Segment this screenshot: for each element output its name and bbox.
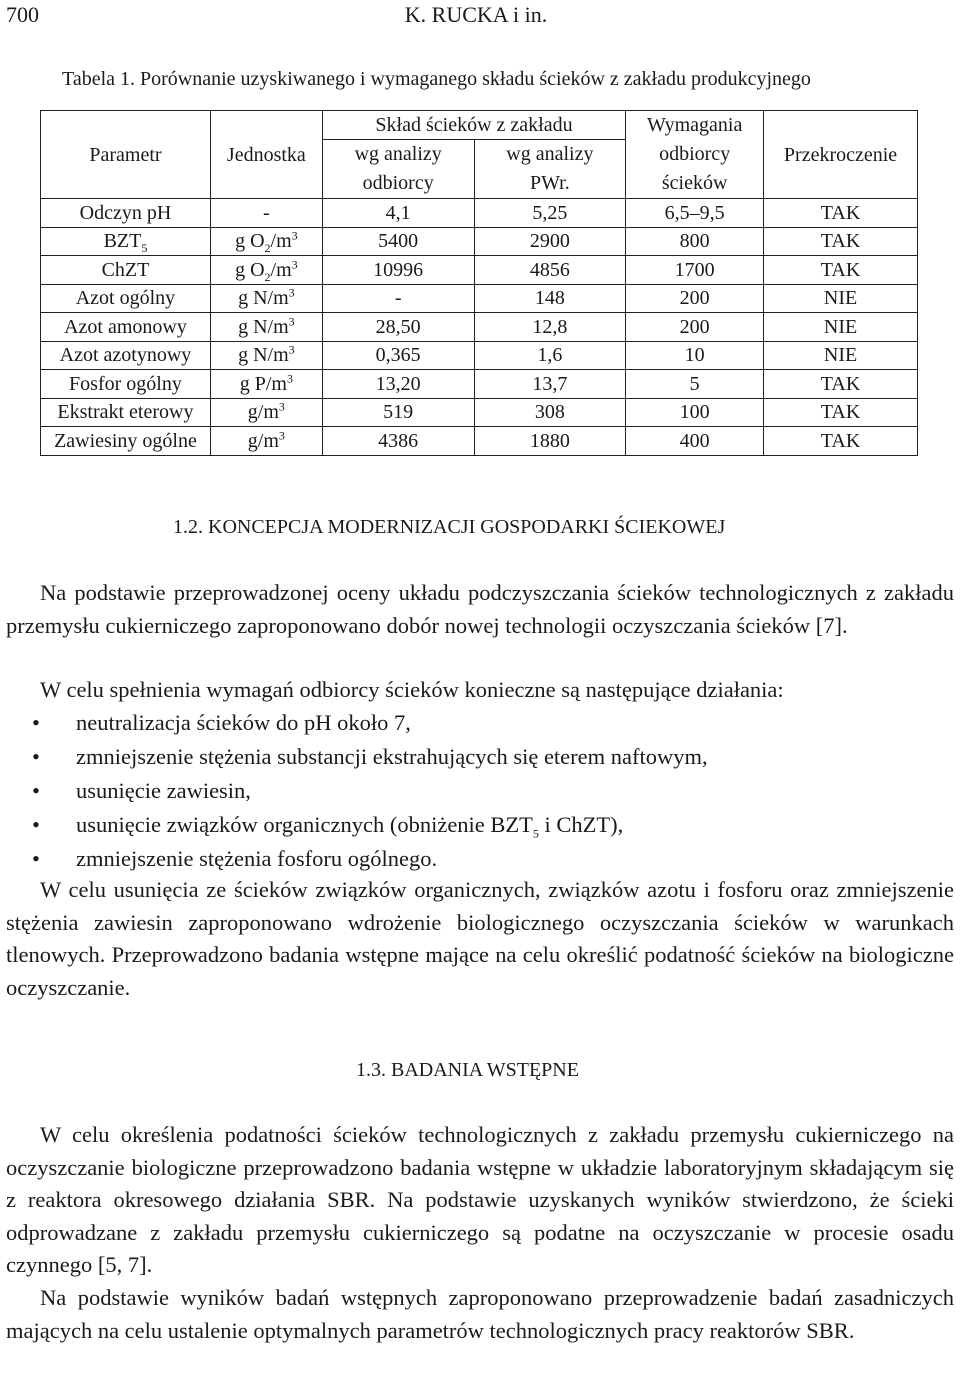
cell-wymagania: 400 [626, 427, 764, 456]
cell-przekroczenie: TAK [764, 199, 918, 228]
unit-subscript: 2 [264, 241, 271, 256]
header-wg-odbiorcy [322, 140, 474, 199]
unit-superscript: 3 [288, 342, 295, 357]
cell-wymagania: 10 [626, 341, 764, 370]
list-item [6, 808, 954, 842]
bullet-text-pre: usunięcie związków organicznych (obniżenie BZT [76, 812, 533, 837]
bullet-text: usunięcie zawiesin, [76, 778, 251, 803]
cell-wg-odbiorcy: 28,50 [322, 313, 474, 342]
unit-superscript: 3 [286, 371, 293, 386]
cell-wymagania: 1700 [626, 256, 764, 285]
unit-end: /m [270, 230, 292, 253]
param-text: Ekstrakt eterowy [57, 401, 194, 424]
actions-bullet-list [6, 706, 954, 876]
cell-wg-odbiorcy: 5400 [322, 227, 474, 256]
running-head-authors: K. RUCKA i in. [404, 2, 548, 27]
unit-text: - [263, 201, 270, 224]
cell-parametr [41, 370, 211, 399]
bullet-marker: • [32, 812, 40, 837]
table-body [41, 199, 918, 456]
unit-subscript: 2 [264, 269, 271, 284]
unit-superscript: 3 [278, 428, 285, 443]
paragraph-1-2-c: W celu usunięcia ze ścieków związków organicznych, związków azotu i fosforu oraz zmniejszenie stężenia zawiesin zaproponowano wdrożenie biologicznego oczyszczania ścieków w warunkach tlenowych. Przeprowadzono badania wstępne mające na celu określić podatność ścieków na biologiczne oczyszczanie. [6, 877, 954, 1000]
cell-jednostka [210, 370, 322, 399]
header-jednostka: Jednostka [210, 111, 322, 199]
table-row [41, 284, 918, 313]
cell-wg-odbiorcy: - [322, 284, 474, 313]
cell-parametr [41, 313, 211, 342]
cell-przekroczenie: TAK [764, 370, 918, 399]
header-wg-odbiorcy-line1: wg analizy [354, 143, 442, 165]
cell-jednostka [210, 227, 322, 256]
bullet-marker: • [32, 778, 40, 803]
bullet-text: zmniejszenie stężenia fosforu ogólnego. [76, 846, 438, 871]
cell-wymagania: 200 [626, 313, 764, 342]
table-row [41, 370, 918, 399]
cell-wg-pwr: 308 [474, 398, 626, 427]
cell-wg-odbiorcy: 4,1 [322, 199, 474, 228]
list-item [6, 706, 954, 740]
table-row [41, 227, 918, 256]
cell-wg-pwr: 148 [474, 284, 626, 313]
page-header [6, 2, 946, 32]
bullet-subscript: 5 [532, 826, 539, 841]
paragraph-1-2-a: Na podstawie przeprowadzonej oceny układu podczyszczania ścieków technologicznych z zakładu przemysłu cukierniczego zaproponowano dobór nowej technologii oczyszczania ścieków [7]. [6, 580, 954, 638]
unit-text: g/m [247, 401, 279, 424]
cell-wymagania: 800 [626, 227, 764, 256]
unit-end: /m [270, 258, 292, 281]
cell-wg-pwr: 13,7 [474, 370, 626, 399]
unit-superscript: 3 [288, 314, 295, 329]
cell-parametr [41, 199, 211, 228]
bullet-text: zmniejszenie stężenia substancji ekstrahujących się eterem naftowym, [76, 744, 708, 769]
bullet-marker: • [32, 744, 40, 769]
unit-text: g O [235, 230, 265, 253]
cell-parametr [41, 341, 211, 370]
cell-jednostka [210, 341, 322, 370]
cell-jednostka [210, 427, 322, 456]
cell-wg-pwr: 1,6 [474, 341, 626, 370]
cell-parametr [41, 284, 211, 313]
cell-wg-odbiorcy: 519 [322, 398, 474, 427]
cell-wg-pwr: 2900 [474, 227, 626, 256]
cell-wg-odbiorcy: 13,20 [322, 370, 474, 399]
param-text: Azot amonowy [64, 315, 187, 338]
unit-superscript: 3 [288, 285, 295, 300]
cell-jednostka [210, 313, 322, 342]
section-heading-1-3: 1.3. BADANIA WSTĘPNE [356, 1059, 579, 1081]
unit-text: g P/m [239, 372, 287, 395]
header-wg-pwr-line2: PWr. [529, 172, 570, 194]
list-item [6, 740, 954, 774]
cell-przekroczenie: TAK [764, 256, 918, 285]
table-row [41, 341, 918, 370]
unit-text: g N/m [238, 315, 289, 338]
cell-wg-odbiorcy: 10996 [322, 256, 474, 285]
param-text: Odczyn pH [79, 201, 172, 224]
cell-parametr [41, 398, 211, 427]
cell-wymagania: 5 [626, 370, 764, 399]
cell-jednostka [210, 199, 322, 228]
bullet-text: neutralizacja ścieków do pH około 7, [76, 710, 411, 735]
header-wymagania [626, 111, 764, 199]
param-text: Fosfor ogólny [69, 372, 182, 395]
table-caption: Tabela 1. Porównanie uzyskiwanego i wymaganego składu ścieków z zakładu produkcyjnego [62, 68, 811, 90]
header-parametr: Parametr [41, 111, 211, 199]
cell-przekroczenie: NIE [764, 313, 918, 342]
header-wymagania-line3: ścieków [661, 172, 728, 194]
list-item [6, 842, 954, 876]
section-heading-1-2: 1.2. KONCEPCJA MODERNIZACJI GOSPODARKI ŚCIEKOWEJ [173, 516, 726, 538]
paragraph-1-2-b: W celu spełnienia wymagań odbiorcy ścieków konieczne są następujące działania: [40, 677, 784, 702]
table-row [41, 199, 918, 228]
param-text: BZT [103, 230, 142, 253]
table-row [41, 427, 918, 456]
unit-text: g O [235, 258, 265, 281]
bullet-marker: • [32, 710, 40, 735]
composition-table [40, 110, 918, 456]
cell-jednostka [210, 398, 322, 427]
header-przekroczenie: Przekroczenie [764, 111, 918, 199]
header-wymagania-line2: odbiorcy [659, 143, 731, 165]
param-text: Azot ogólny [75, 287, 176, 310]
cell-jednostka [210, 284, 322, 313]
param-text: Zawiesiny ogólne [54, 429, 197, 452]
cell-wg-odbiorcy: 4386 [322, 427, 474, 456]
cell-parametr [41, 427, 211, 456]
unit-superscript: 3 [291, 228, 298, 243]
unit-superscript: 3 [291, 257, 298, 272]
cell-wymagania: 6,5–9,5 [626, 199, 764, 228]
bullet-text-post: i ChZT), [538, 812, 624, 837]
unit-text: g N/m [238, 287, 289, 310]
header-wg-odbiorcy-line2: odbiorcy [362, 172, 434, 194]
header-sklad: Skład ścieków z zakładu [322, 111, 625, 140]
unit-text: g N/m [238, 344, 289, 367]
table-row [41, 398, 918, 427]
header-wg-pwr [474, 140, 626, 199]
page-number: 700 [6, 2, 39, 27]
paragraph-1-3-b: Na podstawie wyników badań wstępnych zaproponowano przeprowadzenie badań zasadniczych mających na celu ustalenie optymalnych parametrów technologicznych pracy reaktorów SBR. [6, 1285, 954, 1343]
cell-przekroczenie: NIE [764, 341, 918, 370]
cell-przekroczenie: TAK [764, 427, 918, 456]
header-wymagania-line1: Wymagania [646, 114, 743, 136]
list-item [6, 774, 954, 808]
param-subscript: 5 [141, 241, 148, 256]
unit-superscript: 3 [278, 399, 285, 414]
paragraph-1-3-a: W celu określenia podatności ścieków technologicznych z zakładu przemysłu cukierniczego na oczyszczanie biologiczne przeprowadzono badania wstępne w układzie laboratoryjnym składającym się z reaktora okresowego działania SBR. Na podstawie uzyskanych wyników stwierdzono, że ścieki odprowadzane z zakładu przemysłu cukierniczego są podatne na oczyszczanie w procesie osadu czynnego [5, 7]. [6, 1122, 954, 1277]
cell-wg-pwr: 12,8 [474, 313, 626, 342]
cell-parametr [41, 227, 211, 256]
table-row [41, 313, 918, 342]
unit-text: g/m [247, 429, 279, 452]
cell-wg-pwr: 4856 [474, 256, 626, 285]
cell-parametr [41, 256, 211, 285]
param-text: Azot azotynowy [59, 344, 192, 367]
bullet-marker: • [32, 846, 40, 871]
cell-przekroczenie: TAK [764, 227, 918, 256]
cell-przekroczenie: NIE [764, 284, 918, 313]
cell-przekroczenie: TAK [764, 398, 918, 427]
header-wg-pwr-line1: wg analizy [506, 143, 594, 165]
table-row [41, 256, 918, 285]
cell-wymagania: 100 [626, 398, 764, 427]
cell-wymagania: 200 [626, 284, 764, 313]
cell-wg-pwr: 5,25 [474, 199, 626, 228]
cell-wg-pwr: 1880 [474, 427, 626, 456]
param-text: ChZT [101, 258, 150, 281]
cell-jednostka [210, 256, 322, 285]
cell-wg-odbiorcy: 0,365 [322, 341, 474, 370]
